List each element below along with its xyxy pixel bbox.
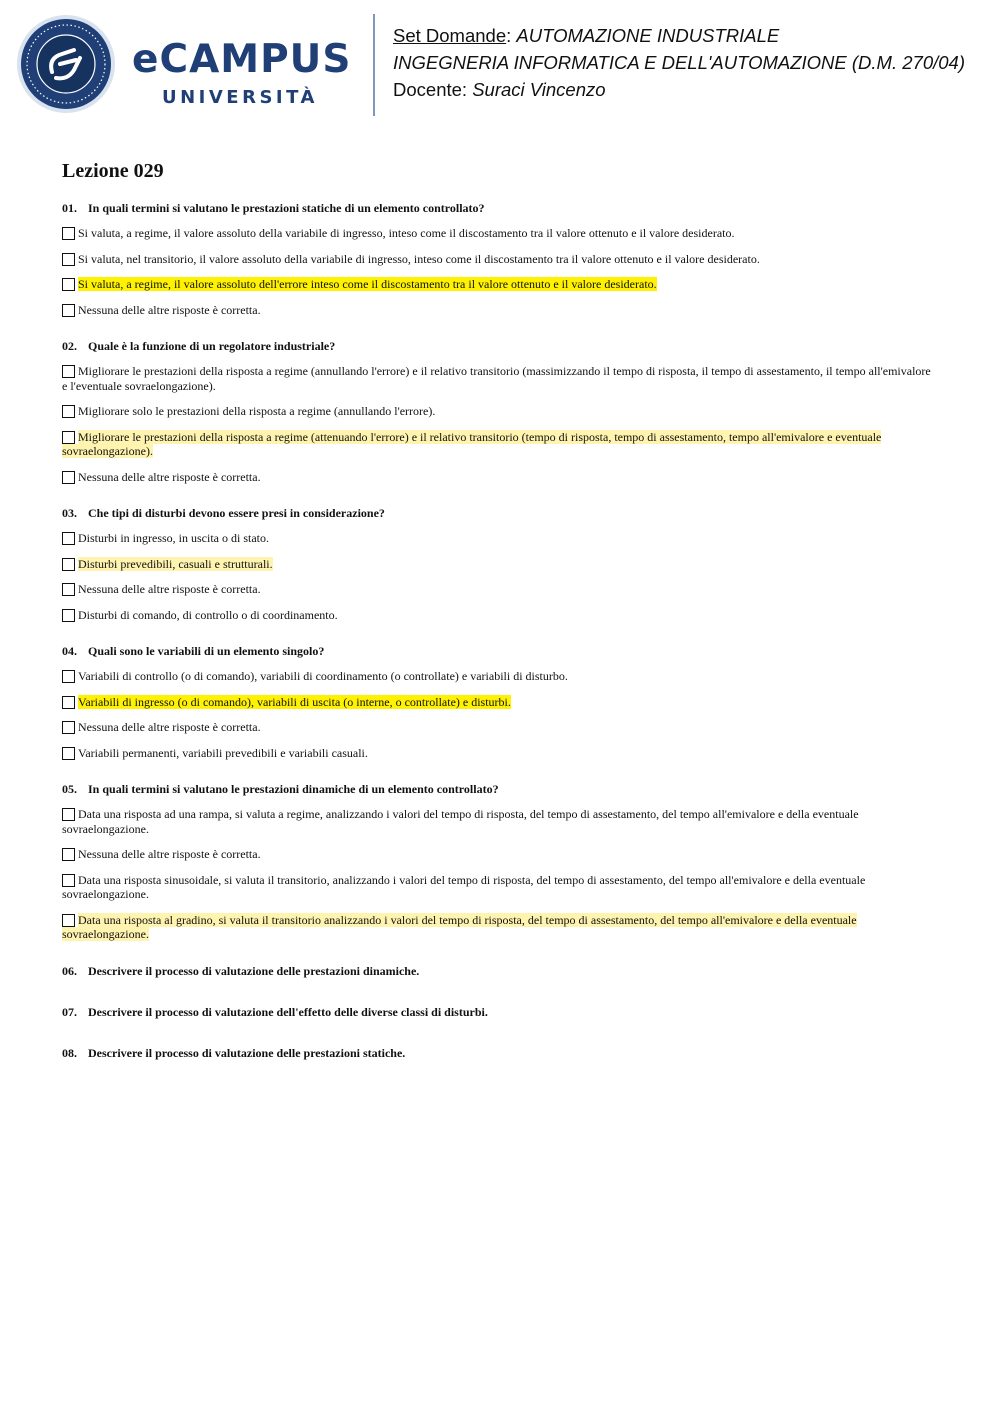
open-question: [62, 1046, 932, 1061]
answer-option[interactable]: [62, 847, 932, 862]
option-text-highlighted: Migliorare le prestazioni della risposta a regime (attenuando l'errore) e il relativo transitorio (tempo di risposta, tempo di assestamento, tempo all'emivalore e eventuale sovraelongazione).: [62, 429, 882, 458]
answer-option[interactable]: [62, 531, 932, 546]
header-divider: [373, 14, 375, 116]
answer-option[interactable]: [62, 226, 932, 241]
open-question: [62, 1005, 932, 1020]
question-title: [62, 201, 932, 216]
checkbox[interactable]: [62, 721, 75, 734]
option-text: Nessuna delle altre risposte è corretta.: [78, 847, 261, 861]
ecampus-seal-logo: [16, 14, 116, 114]
answer-option-correct[interactable]: [62, 695, 932, 710]
option-text-highlighted: Variabili di ingresso (o di comando), variabili di uscita (o interne, o controllate) e disturbi.: [78, 694, 511, 709]
question-number: 01.: [62, 201, 77, 215]
option-text: Nessuna delle altre risposte è corretta.: [78, 720, 261, 734]
option-text: Nessuna delle altre risposte è corretta.: [78, 469, 261, 484]
answer-option[interactable]: [62, 746, 932, 761]
question-text: Descrivere il processo di valutazione dell'effetto delle diverse classi di disturbi.: [88, 1004, 488, 1019]
question-number: 07.: [62, 1004, 77, 1019]
option-text: Data una risposta sinusoidale, si valuta il transitorio, analizzando i valori del tempo di risposta, del tempo di assestamento, del tempo all'emivalore e della eventuale sovraelongazione.: [62, 872, 866, 901]
question-title: [62, 339, 932, 354]
answer-option[interactable]: [62, 470, 932, 485]
question-text: Quale è la funzione di un regolatore industriale?: [88, 339, 336, 353]
option-text: Migliorare solo le prestazioni della risposta a regime (annullando l'errore).: [78, 404, 436, 418]
question-number: 05.: [62, 782, 77, 796]
question-block: [62, 339, 932, 484]
option-text: Variabili permanenti, variabili prevedibili e variabili casuali.: [78, 745, 368, 760]
lesson-title: Lezione 029: [62, 160, 164, 182]
checkbox[interactable]: [62, 696, 75, 709]
question-text: In quali termini si valutano le prestazioni dinamiche di un elemento controllato?: [88, 782, 499, 796]
option-text: Data una risposta ad una rampa, si valuta a regime, analizzando i valori del tempo di risposta, del tempo di assestamento, del tempo all'emivalore e della eventuale sovraelongazione.: [62, 807, 859, 836]
brand-wordmark: [132, 37, 352, 108]
checkbox[interactable]: [62, 583, 75, 596]
checkbox[interactable]: [62, 365, 75, 378]
question-text: Quali sono le variabili di un elemento singolo?: [88, 644, 325, 658]
question-block: [62, 644, 932, 760]
answer-option[interactable]: [62, 582, 932, 597]
checkbox[interactable]: [62, 609, 75, 622]
question-title: [62, 644, 932, 659]
checkbox[interactable]: [62, 848, 75, 861]
question-text: In quali termini si valutano le prestazioni statiche di un elemento controllato?: [88, 201, 485, 215]
answer-option-correct[interactable]: [62, 277, 932, 292]
answer-option[interactable]: [62, 720, 932, 735]
option-text: Si valuta, a regime, il valore assoluto della variabile di ingresso, inteso come il discostamento tra il valore ottenuto e il valore desiderato.: [78, 226, 735, 240]
question-title: [62, 506, 932, 521]
checkbox[interactable]: [62, 914, 75, 927]
checkbox[interactable]: [62, 471, 75, 484]
option-text: Disturbi in ingresso, in uscita o di stato.: [78, 531, 269, 545]
course-meta: [393, 22, 965, 103]
checkbox[interactable]: [62, 874, 75, 887]
option-text: Si valuta, nel transitorio, il valore assoluto della variabile di ingresso, inteso come il discostamento tra il valore ottenuto e il valore desiderato.: [78, 251, 760, 266]
question-number: 02.: [62, 339, 77, 353]
checkbox[interactable]: [62, 227, 75, 240]
open-question: [62, 964, 932, 979]
answer-option[interactable]: [62, 364, 932, 393]
answer-option[interactable]: [62, 669, 932, 684]
docente-name: Suraci Vincenzo: [472, 79, 606, 100]
question-block: [62, 201, 932, 317]
brand-sub-text: UNIVERSITÀ: [162, 87, 318, 108]
question-text: Descrivere il processo di valutazione delle prestazioni statiche.: [88, 1045, 406, 1060]
document-body: [62, 160, 932, 1087]
option-text: Disturbi di comando, di controllo o di coordinamento.: [78, 607, 338, 622]
page-header: [0, 0, 1000, 130]
answer-option[interactable]: [62, 303, 932, 318]
set-line: Set Domande: AUTOMAZIONE INDUSTRIALE: [393, 25, 780, 46]
set-value: AUTOMAZIONE INDUSTRIALE: [516, 25, 780, 46]
question-number: 06.: [62, 963, 77, 978]
course-name: INGEGNERIA INFORMATICA E DELL'AUTOMAZIONE (D.M. 270/04): [393, 52, 965, 73]
option-text-highlighted: Disturbi prevedibili, casuali e strutturali.: [78, 556, 273, 571]
answer-option-correct[interactable]: [62, 557, 932, 572]
docente-line: [393, 76, 965, 103]
answer-option[interactable]: [62, 252, 932, 267]
answer-option[interactable]: [62, 404, 932, 419]
option-text: Variabili di controllo (o di comando), variabili di coordinamento (o controllate) e variabili di disturbo.: [78, 669, 568, 683]
option-text-highlighted: Data una risposta al gradino, si valuta il transitorio analizzando i valori del tempo di risposta, del tempo di assestamento, del tempo all'emivalore e della eventuale sovraelongazione.: [62, 912, 857, 941]
course-line: [393, 49, 965, 76]
checkbox[interactable]: [62, 532, 75, 545]
question-number: 03.: [62, 506, 77, 520]
option-text: Migliorare le prestazioni della risposta a regime (annullando l'errore) e il relativo transitorio (massimizzando il tempo di risposta, il tempo di assestamento, il tempo all'emivalore e l'eventuale sovraelongazione).: [62, 364, 931, 393]
question-block: [62, 506, 932, 622]
checkbox[interactable]: [62, 304, 75, 317]
answer-option[interactable]: [62, 608, 932, 623]
question-block: [62, 782, 932, 942]
question-number: 04.: [62, 644, 77, 658]
checkbox[interactable]: [62, 808, 75, 821]
question-text: Che tipi di disturbi devono essere presi in considerazione?: [88, 506, 385, 520]
checkbox[interactable]: [62, 278, 75, 291]
brand-main-text: eCAMPUS: [132, 37, 352, 82]
checkbox[interactable]: [62, 405, 75, 418]
option-text-highlighted: Si valuta, a regime, il valore assoluto dell'errore inteso come il discostamento tra il valore ottenuto e il valore desiderato.: [78, 277, 657, 291]
option-text: Nessuna delle altre risposte è corretta.: [78, 582, 261, 596]
question-text: Descrivere il processo di valutazione delle prestazioni dinamiche.: [88, 963, 420, 978]
answer-option-correct[interactable]: [62, 430, 932, 459]
checkbox[interactable]: [62, 253, 75, 266]
set-label: Set Domande: [393, 25, 507, 46]
answer-option[interactable]: [62, 873, 932, 902]
checkbox[interactable]: [62, 558, 75, 571]
checkbox[interactable]: [62, 431, 75, 444]
docente-label: Docente:: [393, 79, 468, 100]
answer-option-correct[interactable]: [62, 913, 932, 942]
question-title: [62, 782, 932, 797]
option-text: Nessuna delle altre risposte è corretta.: [78, 302, 261, 317]
checkbox[interactable]: [62, 747, 75, 760]
question-number: 08.: [62, 1045, 77, 1060]
answer-option[interactable]: [62, 807, 932, 836]
checkbox[interactable]: [62, 670, 75, 683]
